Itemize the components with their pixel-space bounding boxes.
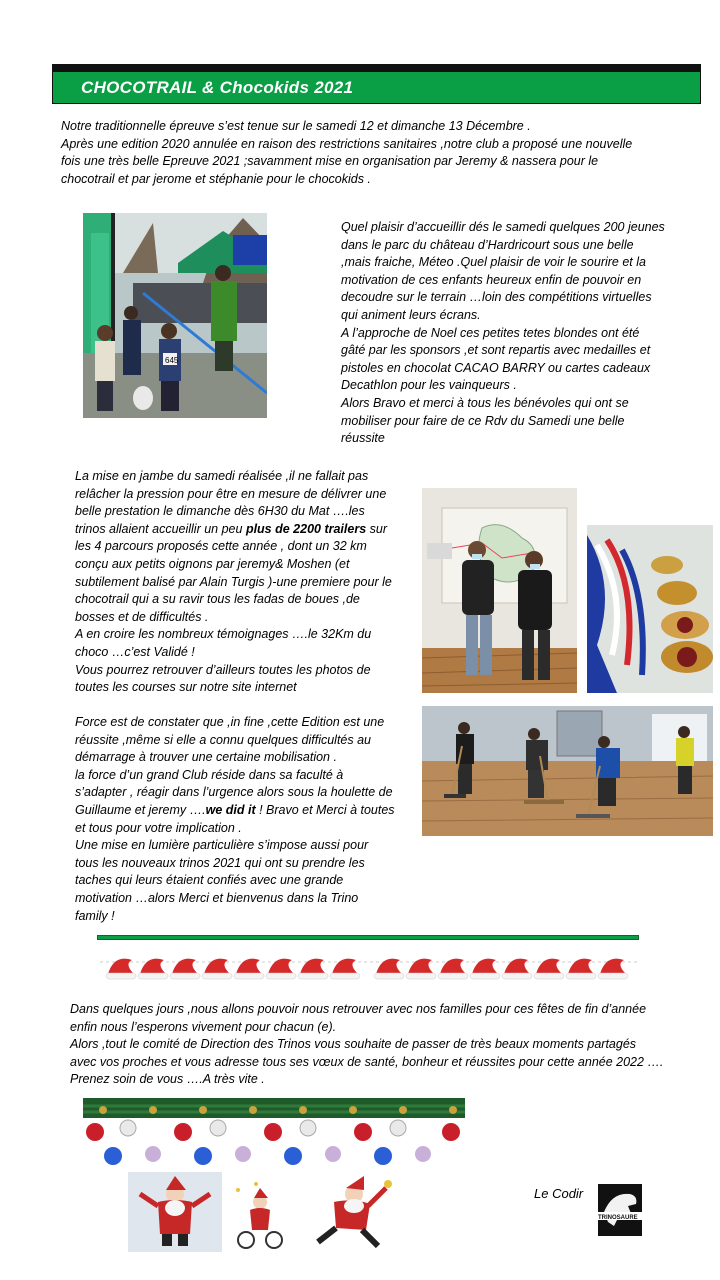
trail-line: chocotrail qui a su ravir tous les fadas de boues ,de [75,592,360,607]
santa-hats-decoration [100,950,640,982]
santa-image-2 [226,1176,290,1252]
kids-line: pistoles en chocolat CACAO BARRY ou cartes cadeaux [341,360,651,375]
force-paragraph [75,714,420,925]
force-line: et tous pour votre implication . [75,820,242,835]
trail-line: Vous pourrez retrouver d’ailleurs toutes les photos de [75,662,371,677]
santa-hat-icon [100,950,640,982]
santa-running-icon [304,1172,398,1252]
photo-kids-race-graphic [83,213,267,418]
force-line: tous les nouveaux trinos 2021 qui ont su prendre les [75,855,365,870]
photo-volunteers-graphic [422,706,713,836]
trail-line: bosses et de difficultés . [75,609,209,624]
force-line: family ! [75,908,115,923]
trailers-count-highlight: plus de 2200 trailers [245,521,367,536]
trail-line: choco …c’est Validé ! [75,644,195,659]
force-line [75,802,420,820]
closing-paragraph [70,1001,710,1089]
section-divider [97,935,639,940]
kids-line: mobiliser pour faire de ce Rdv du Samedi une belle [341,413,625,428]
force-line: Force est de constater que ,in fine ,cette Edition est une [75,715,385,729]
intro-line: Notre traditionnelle épreuve s’est tenue sur le samedi 12 et dimanche 13 Décembre . [61,119,531,133]
intro-line: Après une edition 2020 annulée en raison des restrictions sanitaires ,notre club a proposé une nouvelle [61,136,633,151]
force-line: taches qui leurs étaient confiés avec une grande [75,873,344,888]
force-line: motivation …alors Merci et bienvenus dans la Trino [75,890,359,905]
kids-line: Quel plaisir d’accueillir dés le samedi quelques 200 jeunes [341,220,665,234]
dinosaur-logo-icon [590,1182,650,1238]
kids-line: gâté par les sponsors ,et sont repartis avec medailles et [341,343,651,358]
photo-medals-graphic [587,525,713,693]
signature-text: Le Codir [534,1186,584,1201]
trail-line: conçu aux petits oignons par jeremy& Moshen (et [75,556,350,571]
kids-line: Alors Bravo et merci à tous les bénévoles qui ont se [341,395,629,410]
kids-line: dans le parc du château d’Hardricourt sous une belle [341,237,634,252]
kids-line: motivation de ces enfants heureux enfin de pouvoir en [341,272,642,287]
intro-line: chocotrail et par jerome et stéphanie pour le chocokids . [61,171,371,186]
garland-ornaments-icon [83,1098,465,1170]
intro-line: fois une très belle Epreuve 2021 ;savamment mise en organisation par Jeremy & nassera pour le [61,154,599,169]
photo-medals [587,525,713,693]
santa-bike-icon [226,1176,290,1252]
kids-line: Decathlon pour les vainqueurs . [341,378,517,393]
we-did-it-highlight: we did it [205,802,256,817]
christmas-garland [83,1098,465,1170]
photo-kids-race [83,213,267,418]
trail-line: La mise en jambe du samedi réalisée ,il ne fallait pas [75,469,369,483]
kids-line: qui animent leurs écrans. [341,307,481,322]
closing-line: Dans quelques jours ,nous allons pouvoir nous retrouver avec nos familles pour ces fêtes de fin d’année [70,1002,647,1016]
kids-paragraph [341,219,701,448]
trail-line: toutes les courses sur notre site internet [75,680,297,695]
santa-icon [128,1172,222,1252]
kids-line: ,mais fraiche, Méteo .Quel plaisir de voir le sourire et la [341,255,646,270]
santa-image-1 [128,1172,222,1252]
trail-line [75,521,420,539]
trail-line: subtilement balisé par Alain Turgis )-une premiere pour le [75,574,392,589]
force-line: la force d’un grand Club réside dans sa faculté à [75,767,344,782]
trail-line: A en croire les nombreux témoignages ….le 32Km du [75,627,372,642]
intro-paragraph [61,118,701,188]
trinosaure-logo [590,1182,650,1238]
force-line: Une mise en lumière particulière s’impose aussi pour [75,838,369,853]
header-bar [52,64,701,104]
force-text: Guillaume et jeremy …. [75,802,206,817]
force-line: réussite ,même si elle a connu quelques difficultés au [75,732,371,747]
force-line: démarrage à trouver une certaine mobilisation . [75,750,337,765]
bib-number: 645 [165,356,179,365]
photo-course-map-graphic [422,488,577,693]
trail-line: belle prestation le dimanche dès 6H30 du Mat ….les [75,504,365,519]
trail-line: les 4 parcours proposés cette année , dont un 32 km [75,539,367,554]
trail-text: trinos allaient accueillir un peu [75,521,246,536]
photo-course-map [422,488,577,693]
force-text: ! Bravo et Merci à toutes [255,802,395,817]
santa-image-3 [304,1172,398,1252]
closing-line: Alors ,tout le comité de Direction des Trinos vous souhaite de passer de très beaux moments partagés [70,1037,637,1052]
trail-line: relâcher la pression pour être en mesure de délivrer une [75,486,387,501]
kids-line: réussite [341,431,385,446]
closing-line: Prenez soin de vous ….A très vite . [70,1072,265,1087]
trail-text: sur [366,521,387,536]
page-title: CHOCOTRAIL & Chocokids 2021 [81,78,354,97]
kids-line: A l’approche de Noel ces petites tetes blondes ont été [341,325,640,340]
kids-line: decoudre sur le terrain …loin des compétitions virtuelles [341,290,652,305]
closing-line: enfin nous l’esperons vivement pour chacun (e). [70,1019,337,1034]
photo-volunteers-sweeping [422,706,713,836]
logo-text: TRINOSAURE [598,1215,638,1221]
closing-line: avec vos proches et vous adresse tous ses vœux de santé, bonheur et réussites pour cette année 2022 …. [70,1054,664,1069]
force-line: s’adapter , réagir dans l’urgence alors sous la houlette de [75,785,393,800]
trail-paragraph [75,468,420,697]
